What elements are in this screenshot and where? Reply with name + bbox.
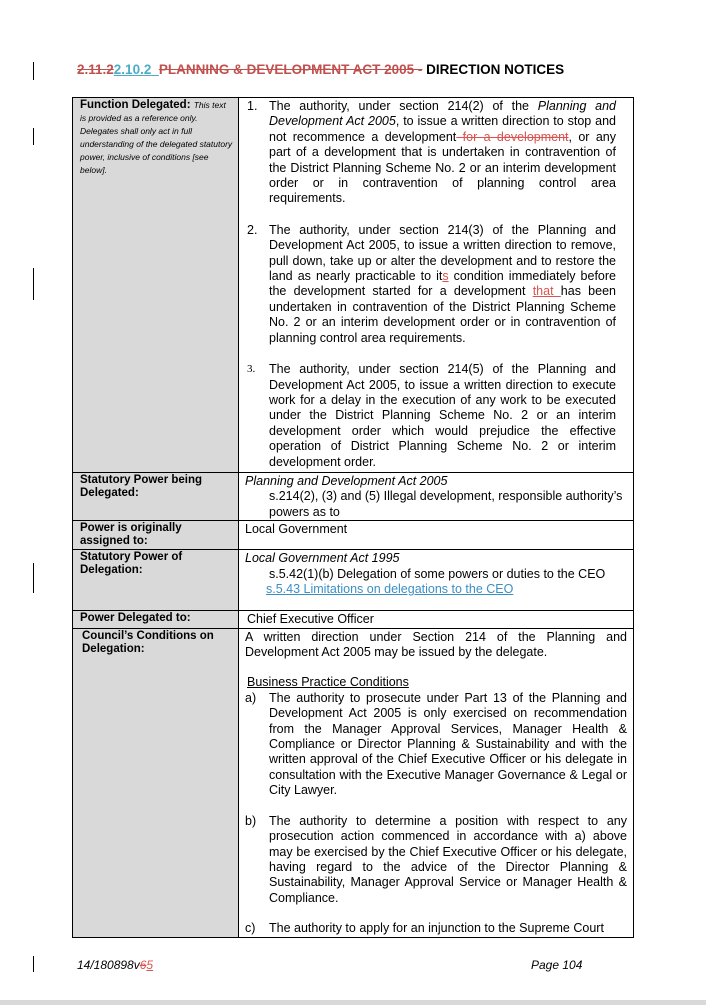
change-bar: [33, 956, 34, 972]
row-delegated-to: [73, 611, 634, 628]
power-of-delegation-label: Statutory Power of Delegation:: [80, 551, 183, 577]
conditions-value: [239, 628, 634, 937]
row-conditions: [73, 628, 634, 937]
statutory-power-act: Planning and Development Act 2005: [245, 474, 448, 488]
label-cell: [73, 521, 239, 550]
conditions-label: Council’s Conditions on Delegation:: [82, 629, 214, 655]
statutory-power-value: [239, 473, 634, 521]
label-cell: [73, 611, 239, 628]
power-assigned-value: Local Government: [239, 521, 634, 550]
power-assigned-label: Power is originally assigned to:: [80, 522, 182, 548]
deleted-text: for a development: [456, 129, 569, 144]
delegated-to-label: Power Delegated to:: [80, 612, 191, 625]
function-item-2: 2. The authority, under section 214(3) of the Planning and Development Act 2005, to issue a written direction to remove, pull down, take up or alter the development and to restore the land as nearly practicable to its condition immediately before the development started for a development that has been undertaken in contravention of the District Planning Scheme No. 2 or an interim development order or in contravention of planning control area requirements.: [247, 222, 616, 345]
footer-document-number: 14/180898v65: [77, 958, 154, 972]
heading-number-deleted: 2.11.2: [77, 62, 114, 77]
row-power-assigned: [73, 521, 634, 550]
label-cell: [73, 628, 239, 937]
heading-number-inserted: 2.10.2: [113, 62, 152, 77]
change-bar: [33, 128, 34, 145]
power-of-delegation-act: Local Government Act 1995: [245, 551, 400, 566]
function-item-1: 1. The authority, under section 214(2) of the Planning and Development Act 2005, to issue a written direction to stop and not recommence a development for a development, or any part of a development that is undertaken in contravention of the District Planning Scheme No. 2 or an interim development order or in contravention of planning control area requirements.: [247, 99, 616, 206]
power-of-delegation-link[interactable]: s.5.43 Limitations on delegations to the CEO: [266, 582, 514, 597]
statutory-power-label: Statutory Power being Delegated:: [80, 474, 203, 499]
statutory-power-detail: s.214(2), (3) and (5) Illegal development, responsible authority’s powers as to: [269, 489, 623, 519]
delegated-to-value: Chief Executive Officer: [239, 611, 634, 628]
business-practice-heading: Business Practice Conditions: [247, 675, 409, 690]
row-statutory-power: [73, 473, 634, 521]
inserted-text: s: [442, 269, 449, 284]
function-delegated-label: Function Delegated:: [80, 99, 191, 111]
page-bottom-edge: [0, 1000, 706, 1005]
function-delegated-note: This text is provided as a reference only. Delegates shall only act in full understanding of the delegated statutory power, inclusive of conditions [see below].: [80, 100, 233, 175]
conditions-intro: A written direction under Section 214 of the Planning and Development Act 2005 may be issued by the delegate.: [245, 629, 627, 660]
condition-b: b) The authority to determine a position with respect to any prosecution action commenced in accordance with a) above may be exercised by the Chief Executive Officer or his delegate, having regard to the advice of the Director Planning & Sustainability, Manager Approval Service or Manager Health & Compliance.: [245, 813, 627, 905]
footer-version-inserted: 5: [146, 958, 154, 972]
label-cell: [73, 550, 239, 611]
delegation-table: [72, 97, 634, 938]
change-bar: [33, 62, 34, 80]
condition-a: a) The authority to prosecute under Part 13 of the Planning and Development Act 2005 is only exercised on recommendation from the Manager Approval Services, Manager Health & Compliance or Director Planning & Sustainability and with the written approval of the Chief Executive Officer or his delegate in consultation with the Executive Manager Governance & Legal or City Lawyer.: [245, 690, 627, 798]
section-heading: [77, 62, 564, 77]
condition-c: c) The authority to apply for an injunction to the Supreme Court: [245, 921, 604, 936]
heading-title: DIRECTION NOTICES: [426, 62, 565, 77]
power-of-delegation-line1: s.5.42(1)(b) Delegation of some powers or duties to the CEO: [269, 566, 606, 581]
power-of-delegation-value: [239, 550, 634, 611]
footer-page-number: Page 104: [531, 958, 583, 972]
change-bar: [33, 268, 34, 300]
change-bar: [33, 563, 34, 593]
function-delegated-value: [239, 98, 634, 473]
label-cell: [73, 98, 239, 473]
footer-version-deleted: 6: [139, 958, 147, 972]
row-power-of-delegation: [73, 550, 634, 611]
function-item-3: 3. The authority, under section 214(5) of the Planning and Development Act 2005, to issue a written direction to execute work for a delay in the execution of any work to be executed under the District Planning Scheme No. 2 or an interim development order which would prejudice the effective operation of District Planning Scheme No. 2 or interim development order.: [247, 362, 616, 469]
label-cell: [73, 473, 239, 521]
row-function-delegated: [73, 98, 634, 473]
heading-title-deleted: PLANNING & DEVELOPMENT ACT 2005 -: [158, 62, 423, 77]
inserted-text: that: [532, 284, 561, 299]
